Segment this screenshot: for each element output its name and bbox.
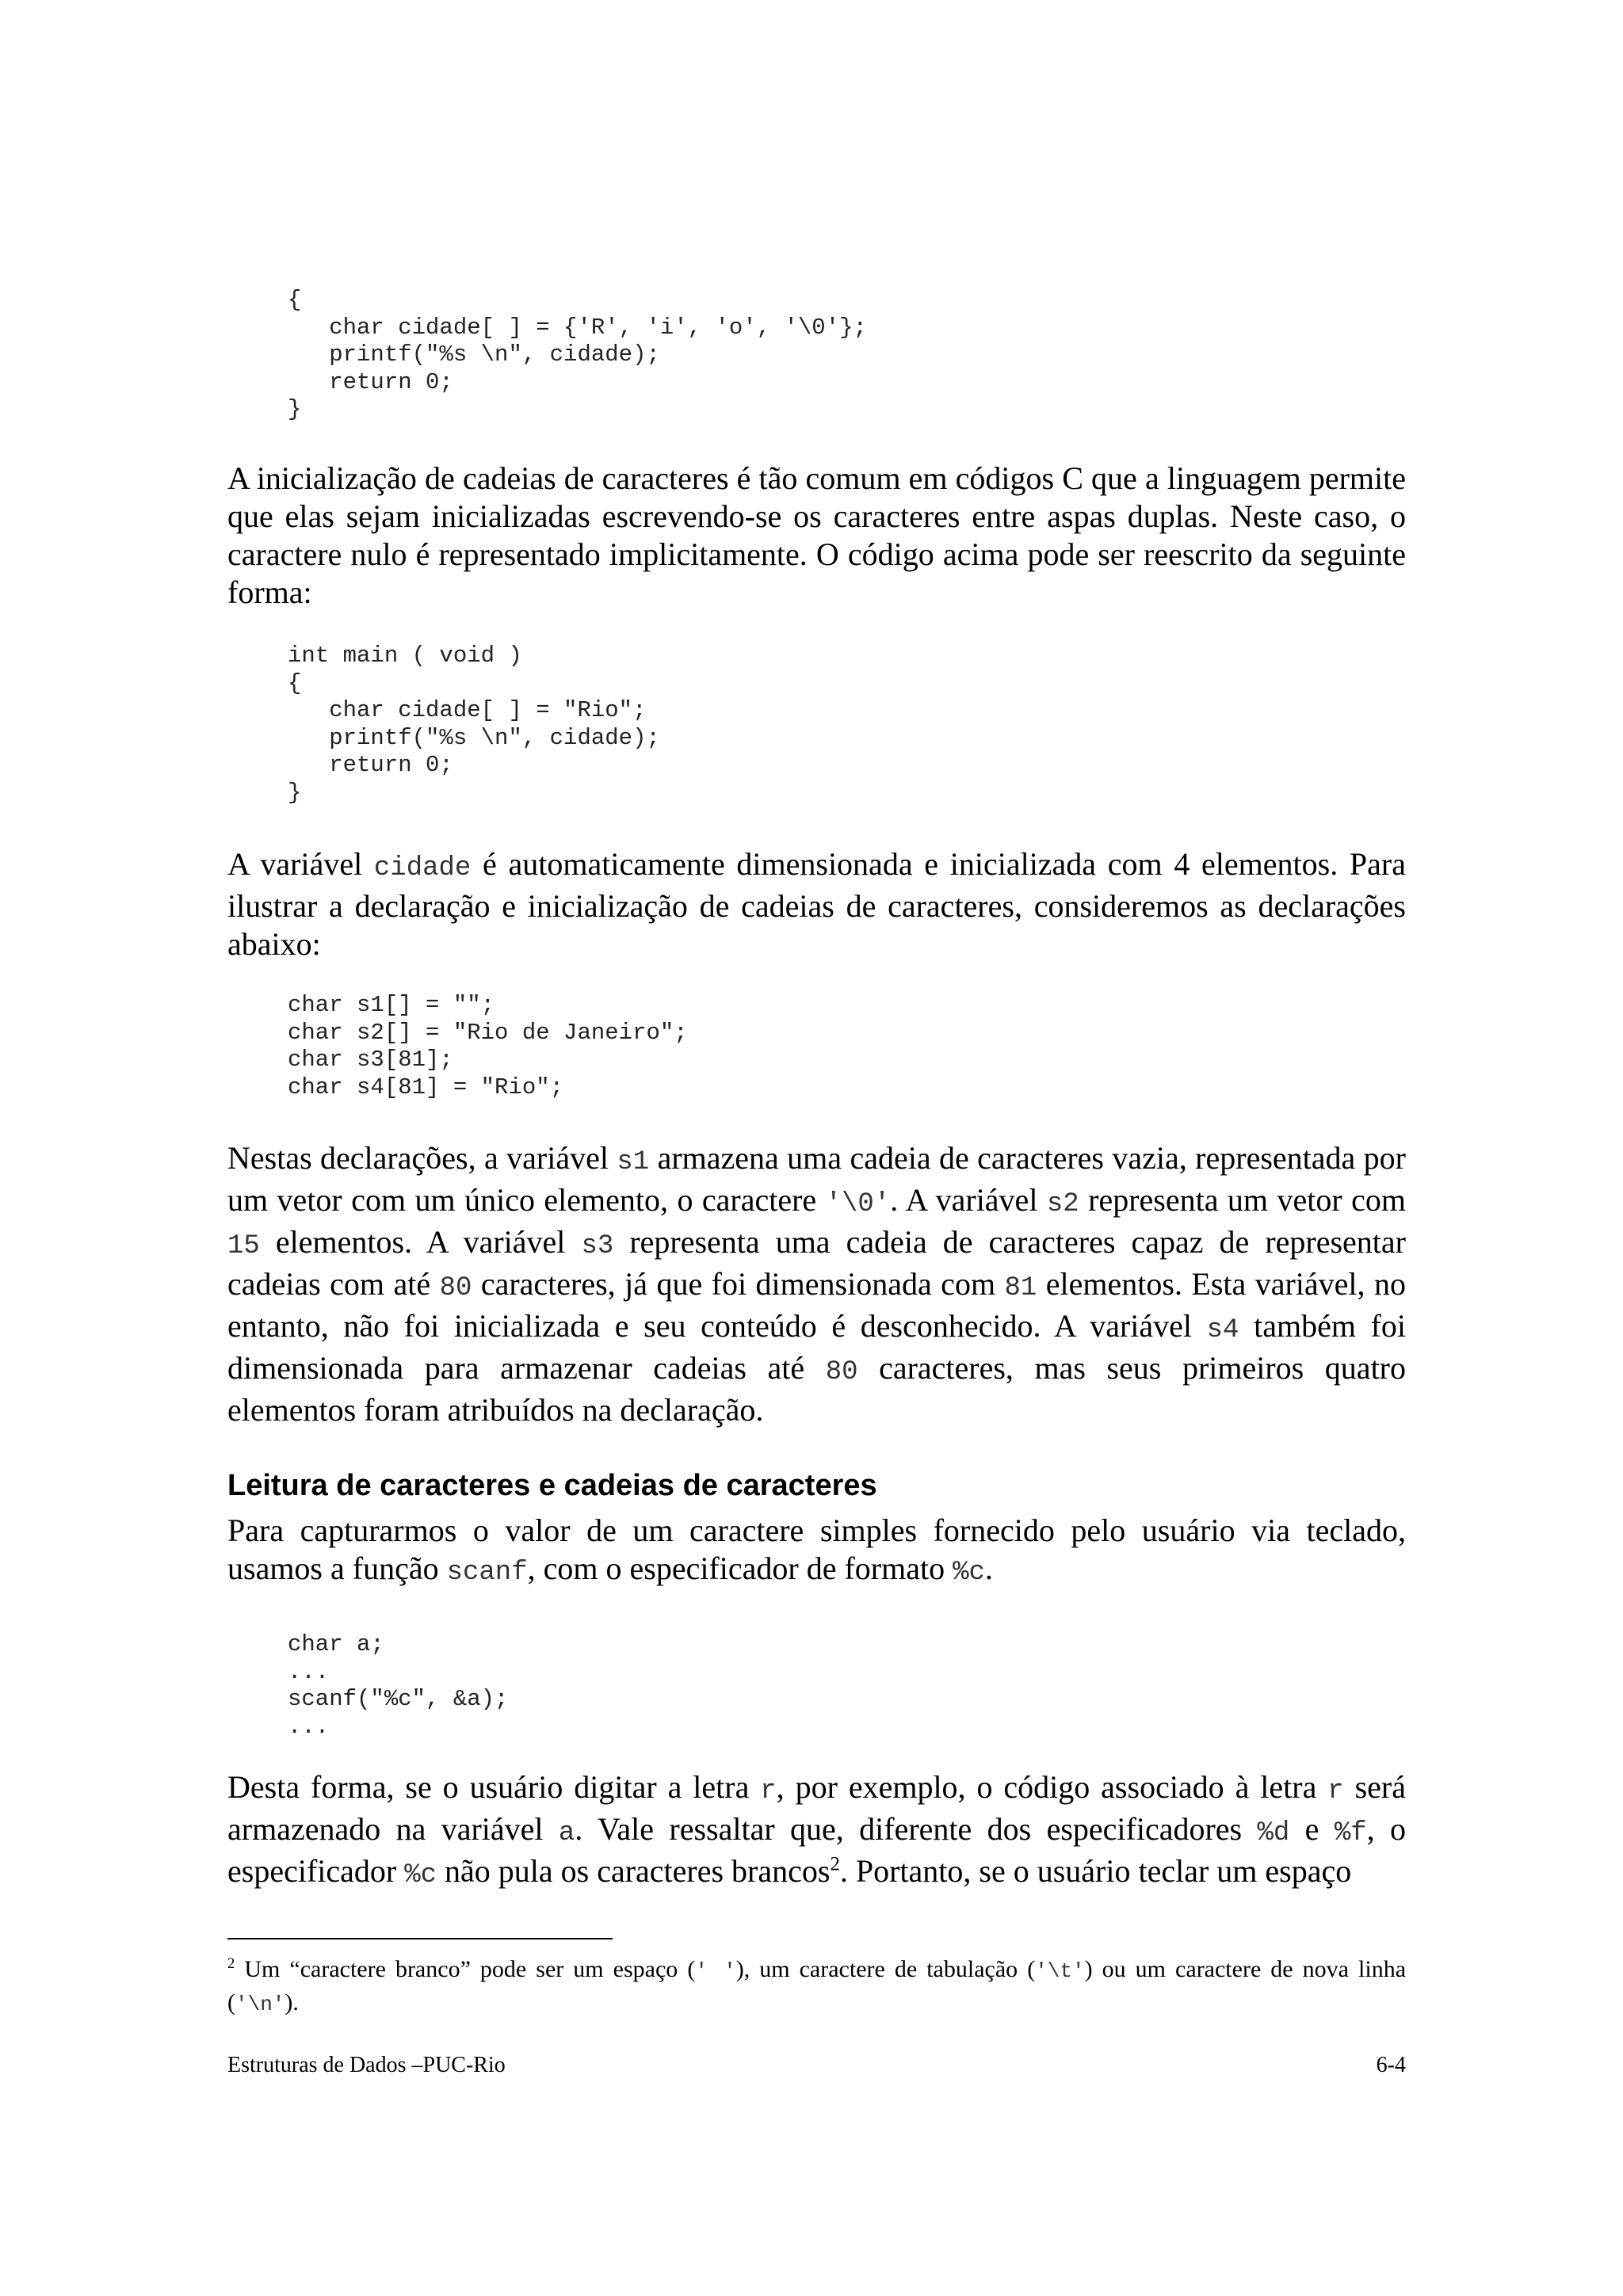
code-block-scanf: char a; ... scanf("%c", &a); ... — [288, 1631, 509, 1740]
text-run: armazena uma cadeia de caracteres vazia, representada por um vetor com um único elemento, o caractere — [227, 1140, 1406, 1218]
code-block-declarations: char s1[] = ""; char s2[] = "Rio de Janeiro"; char s3[81]; char s4[81] = "Rio"; — [288, 992, 688, 1100]
text-run: , o especificador — [227, 1811, 1406, 1889]
text-run: Desta forma, se o usuário digitar a letra — [227, 1769, 761, 1805]
text-run: e — [1289, 1811, 1335, 1847]
text-run: elementos. Esta variável, no entanto, não foi inicializada e seu conteúdo é desconhecido. A variável — [227, 1266, 1407, 1344]
text-run: . Portanto, se o usuário teclar um espaço — [839, 1853, 1352, 1889]
inline-code: s3 — [581, 1231, 614, 1261]
inline-code: 80 — [439, 1273, 472, 1303]
section-heading: Leitura de caracteres e cadeias de caracteres — [227, 1469, 877, 1502]
inline-code: %f — [1334, 1818, 1367, 1848]
inline-code: s4 — [1206, 1315, 1239, 1345]
inline-code: %c — [953, 1558, 985, 1588]
text-run: , com o especificador de formato — [527, 1550, 953, 1586]
footnote — [227, 1954, 1406, 2020]
text-run: é automaticamente dimensionada e inicializada com 4 elementos. Para ilustrar a declaração e inicialização de cadeias de caracteres, consideremos as declarações abaixo: — [227, 846, 1406, 962]
inline-code: '\n' — [235, 1993, 285, 2016]
footnote-reference[interactable]: 2 — [830, 1853, 840, 1875]
text-run: A variável — [227, 846, 374, 882]
text-run: representa uma cadeia de caracteres capaz de representar cadeias com até — [227, 1224, 1406, 1302]
inline-code: 81 — [1004, 1273, 1037, 1303]
footnote-marker: 2 — [227, 1955, 235, 1972]
text-run: elementos. A variável — [259, 1224, 582, 1260]
text-run: ). — [285, 1989, 299, 2016]
paragraph-text: A inicialização de cadeias de caracteres é tão comum em códigos C que a linguagem permite que elas sejam inicializadas escrevendo-se os caracteres entre aspas duplas. Neste caso, o caractere nulo é representado implicitamente. O código acima pode ser reescrito da seguinte forma: — [227, 460, 1406, 610]
paragraph-cidade-dimension — [227, 845, 1406, 963]
paragraph-whitespace-note — [227, 1768, 1406, 1894]
text-run: , por exemplo, o código associado à letra — [776, 1769, 1328, 1805]
text-run: . — [984, 1550, 993, 1586]
code-block-array-init: { char cidade[ ] = {'R', 'i', 'o', '\0'}; printf("%s \n", cidade); return 0; } — [288, 287, 867, 422]
inline-code: a — [558, 1818, 575, 1848]
page-number: 6-4 — [1376, 2053, 1406, 2077]
footer-title: Estruturas de Dados –PUC-Rio — [227, 2053, 506, 2077]
text-run: caracteres, mas seus primeiros quatro elementos foram atribuídos na declaração. — [227, 1350, 1406, 1428]
text-run: Para capturarmos o valor de um caractere simples fornecido pelo usuário via teclado, usamos a função — [227, 1512, 1406, 1586]
paragraph-declarations-explained — [227, 1139, 1406, 1429]
inline-code: '\0' — [825, 1189, 891, 1219]
footnote-separator — [227, 1938, 613, 1939]
text-run: ), um caractere de tabulação ( — [735, 1956, 1036, 1982]
text-run: Nestas declarações, a variável — [227, 1140, 617, 1176]
inline-code: 80 — [825, 1357, 858, 1387]
text-run: Um “caractere branco” pode ser um espaço ( — [235, 1956, 696, 1982]
inline-code: scanf — [446, 1558, 528, 1588]
inline-code: %c — [404, 1860, 437, 1890]
text-run: será armazenado na variável — [227, 1769, 1406, 1847]
inline-code: cidade — [373, 853, 472, 883]
text-run: não pula os caracteres brancos — [437, 1853, 831, 1889]
text-run: . Vale ressaltar que, diferente dos especificadores — [575, 1811, 1258, 1847]
text-run: ) ou um caractere de nova linha ( — [227, 1956, 1407, 2016]
inline-code: r — [760, 1776, 777, 1806]
inline-code: r — [1327, 1776, 1344, 1806]
paragraph-scanf-char — [227, 1512, 1406, 1592]
paragraph-string-literal-init — [227, 460, 1406, 612]
text-run: também foi dimensionada para armazenar cadeias até — [227, 1308, 1406, 1386]
inline-code: s1 — [617, 1147, 650, 1177]
inline-code: ' ' — [695, 1959, 736, 1983]
code-block-string-literal: int main ( void ) { char cidade[ ] = "Rio"; printf("%s \n", cidade); return 0; } — [288, 643, 660, 806]
text-run: . A variável — [890, 1182, 1047, 1218]
text-run: caracteres, já que foi dimensionada com — [472, 1266, 1005, 1302]
text-run: representa um vetor com — [1079, 1182, 1407, 1218]
inline-code: 15 — [227, 1231, 260, 1261]
inline-code: s2 — [1046, 1189, 1079, 1219]
inline-code: %d — [1257, 1818, 1290, 1848]
inline-code: '\t' — [1035, 1959, 1085, 1983]
